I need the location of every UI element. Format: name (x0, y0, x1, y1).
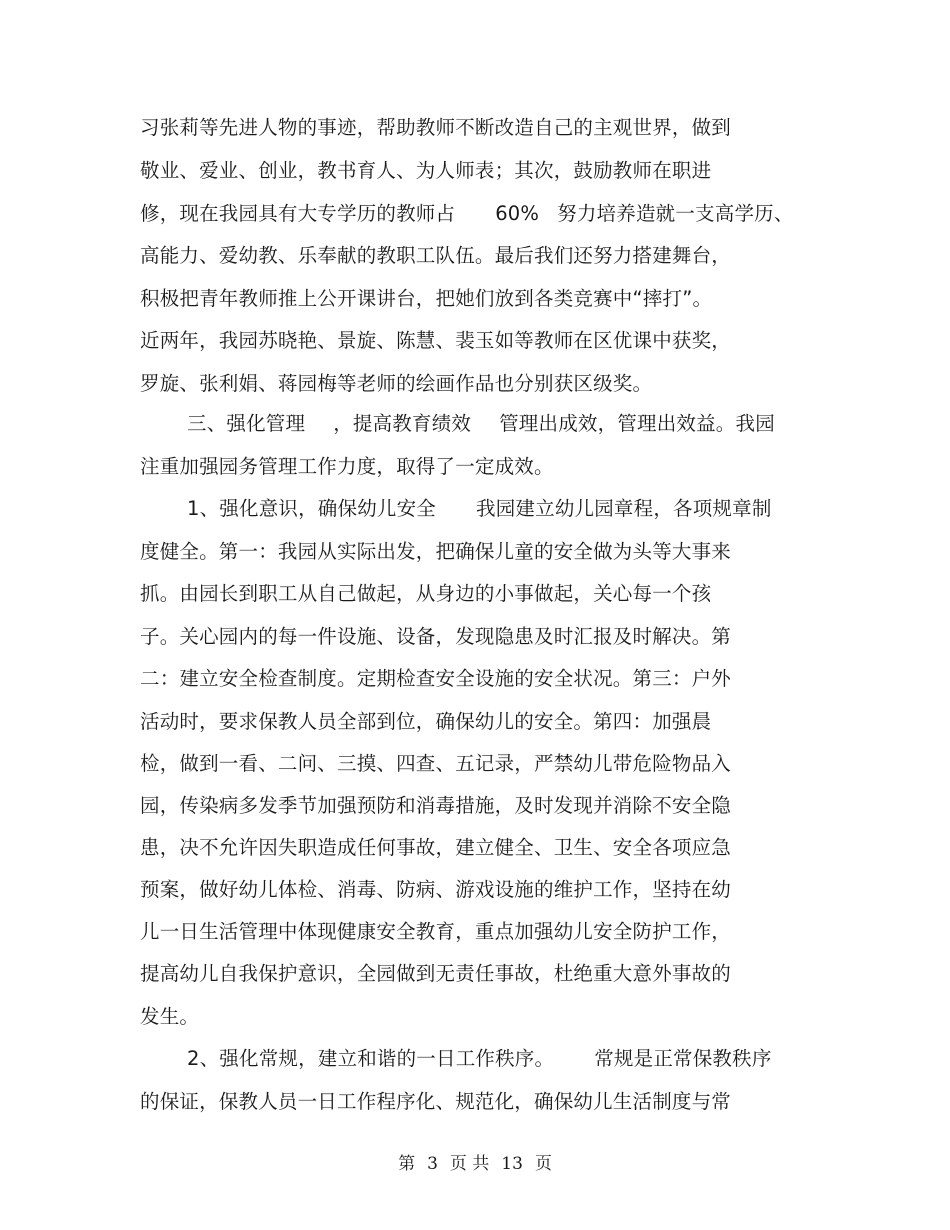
paragraph-line: 近两年，我园苏晓艳、景旋、陈慧、裴玉如等教师在区优课中获奖， (140, 329, 732, 352)
paragraph-line: 的保证，保教人员一日工作程序化、规范化，确保幼儿生活制度与常 (140, 1090, 732, 1113)
paragraph-line: 发生。 (140, 1005, 200, 1028)
paragraph-line: 二：建立安全检查制度。定期检查安全设施的安全状况。第三：户外 (140, 667, 732, 690)
paragraph-line: 抓。由园长到职工从自己做起，从身边的小事做起，关心每一个孩 (140, 582, 712, 605)
item-heading-title: 1、强化意识，确保幼儿安全 (187, 497, 437, 520)
item-heading (187, 495, 772, 523)
item-heading (187, 1045, 772, 1073)
paragraph-line: 儿一日生活管理中体现健康安全教育，重点加强幼儿安全防护工作， (140, 920, 732, 943)
paragraph-line: 预案，做好幼儿体检、消毒、防病、游戏设施的维护工作，坚持在幼 (140, 878, 732, 901)
section-heading-title: 三、强化管理 (187, 412, 306, 435)
footer-prefix: 第 (398, 1154, 416, 1174)
paragraph-line: 习张莉等先进人物的事迹，帮助教师不断改造自己的主观世界，做到 (140, 116, 732, 139)
paragraph-line: 积极把青年教师推上公开课讲台，把她们放到各类竞赛中“摔打”。 (140, 287, 713, 310)
section-heading (187, 410, 775, 438)
section-heading-subtitle: ，提高教育绩效 (333, 412, 472, 435)
paragraph-line (140, 200, 794, 228)
footer-total-pages: 13 (501, 1154, 523, 1174)
item-heading-text: 我园建立幼儿园章程，各项规章制 (476, 497, 772, 520)
paragraph-text: 努力培养造就一支高学历、 (557, 202, 794, 225)
footer-suffix: 页 (534, 1154, 552, 1174)
paragraph-line: 患，决不允许因失职造成任何事故，建立健全、卫生、安全各项应急 (140, 836, 732, 859)
paragraph-line: 园，传染病多发季节加强预防和消毒措施，及时发现并消除不安全隐 (140, 794, 732, 817)
item-heading-title: 2、强化常规，建立和谐的一日工作秩序。 (187, 1047, 555, 1070)
paragraph-line: 活动时，要求保教人员全部到位，确保幼儿的安全。第四：加强晨 (140, 710, 712, 733)
paragraph-line: 敬业、爱业、创业，教书育人、为人师表；其次，鼓励教师在职进 (140, 159, 712, 182)
page-footer (0, 1152, 950, 1176)
footer-page-number: 3 (427, 1154, 438, 1174)
paragraph-line: 注重加强园务管理工作力度，取得了一定成效。 (140, 455, 554, 478)
percent-value: 60% (495, 202, 540, 225)
paragraph-line: 度健全。第一：我园从实际出发，把确保儿童的安全做为头等大事来 (140, 540, 732, 563)
footer-mid: 页 共 (449, 1154, 490, 1174)
item-heading-text: 常规是正常保教秩序 (594, 1047, 772, 1070)
section-heading-text: 管理出成效，管理出效益。我园 (499, 412, 775, 435)
paragraph-line: 提高幼儿自我保护意识，全园做到无责任事故，杜绝重大意外事故的 (140, 962, 732, 985)
paragraph-line: 检，做到一看、二问、三摸、四查、五记录，严禁幼儿带危险物品入 (140, 752, 732, 775)
paragraph-line: 子。关心园内的每一件设施、设备，发现隐患及时汇报及时解决。第 (140, 625, 732, 648)
paragraph-text: 修，现在我园具有大专学历的教师占 (140, 202, 456, 225)
paragraph-line: 高能力、爱幼教、乐奉献的教职工队伍。最后我们还努力搭建舞台， (140, 244, 732, 267)
paragraph-line: 罗旋、张利娟、蒋园梅等老师的绘画作品也分别获区级奖。 (140, 372, 653, 395)
